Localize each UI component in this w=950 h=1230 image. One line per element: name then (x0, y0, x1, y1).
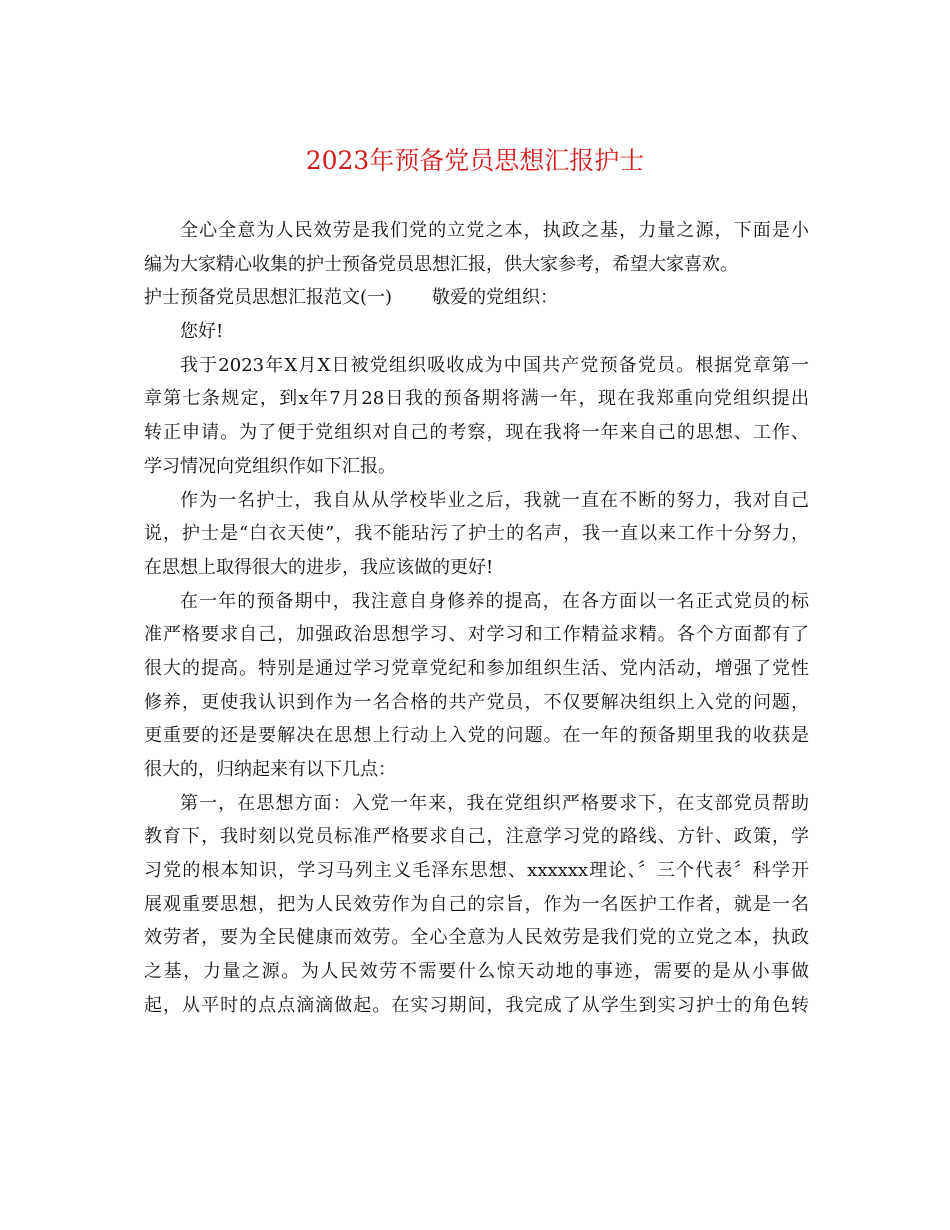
paragraph-line: 之基，力量之源。为人民效劳不需要什么惊天动地的事迹，需要的是从小事做 (144, 961, 809, 983)
paragraph-line: 全心全意为人民效劳是我们党的立党之本，执政之基，力量之源，下面是小 (180, 220, 809, 241)
paragraph-line: 效劳者，要为全民健康而效劳。全心全意为人民效劳是我们党的立党之本，执政 (144, 927, 809, 949)
greeting: 您好! (180, 321, 224, 343)
salutation: 敬爱的党组织： (432, 287, 559, 309)
document-title: 2023年预备党员思想汇报护士 (305, 146, 645, 175)
document-body (144, 214, 809, 1023)
paragraph-line: 很大的，归纳起来有以下几点： (144, 759, 396, 780)
section-heading-line (144, 281, 809, 315)
paragraph-line: 准严格要求自己，加强政治思想学习、对学习和工作精益求精。各个方面都有了 (144, 624, 809, 646)
paragraph-line: 转正申请。为了便于党组织对自己的考察，现在我将一年来自己的思想、工作、 (144, 422, 809, 444)
paragraph-line: 教育下，我时刻以党员标准严格要求自己，注意学习党的路线、方针、政策，学 (144, 826, 809, 848)
paragraph-line: 我于2023年X月X日被党组织吸收成为中国共产党预备党员。根据党章第一 (180, 354, 809, 376)
paragraph-line: 起，从平时的点点滴滴做起。在实习期间，我完成了从学生到实习护士的角色转 (144, 994, 809, 1016)
paragraph-line: 修养，更使我认识到作为一名合格的共产党员，不仅要解决组织上入党的问题， (144, 691, 809, 713)
paragraph-line: 很大的提高。特别是通过学习党章党纪和参加组织生活、党内活动，增强了党性 (144, 657, 809, 679)
paragraph-line: 更重要的还是要解决在思想上行动上入党的问题。在一年的预备期里我的收获是 (144, 725, 809, 747)
paragraph-line: 习党的根本知识，学习马列主义毛泽东思想、xxxxxx理论、〞三个代表〞科学开 (144, 860, 809, 882)
paragraph-line: 学习情况向党组织作如下汇报。 (144, 455, 396, 477)
section-heading: 护士预备党员思想汇报范文(一) (144, 287, 393, 309)
paragraph-line: 第一，在思想方面：入党一年来，我在党组织严格要求下，在支部党员帮助 (180, 792, 809, 814)
paragraph-line: 展观重要思想，把为人民效劳作为自己的宗旨，作为一名医护工作者，就是一名 (144, 893, 809, 915)
paragraph-line: 在思想上取得很大的进步，我应该做的更好! (144, 556, 494, 578)
paragraph-line: 章第七条规定，到x年7月28日我的预备期将满一年，现在我郑重向党组织提出 (144, 388, 809, 410)
paragraph-line: 作为一名护士，我自从从学校毕业之后，我就一直在不断的努力，我对自己 (180, 489, 809, 511)
paragraph-line: 在一年的预备期中，我注意自身修养的提高，在各方面以一名正式党员的标 (180, 590, 809, 612)
paragraph-line: 编为大家精心收集的护士预备党员思想汇报，供大家参考，希望大家喜欢。 (144, 253, 738, 275)
paragraph-line: 说，护士是“白衣天使”，我不能玷污了护士的名声，我一直以来工作十分努力， (144, 523, 809, 545)
